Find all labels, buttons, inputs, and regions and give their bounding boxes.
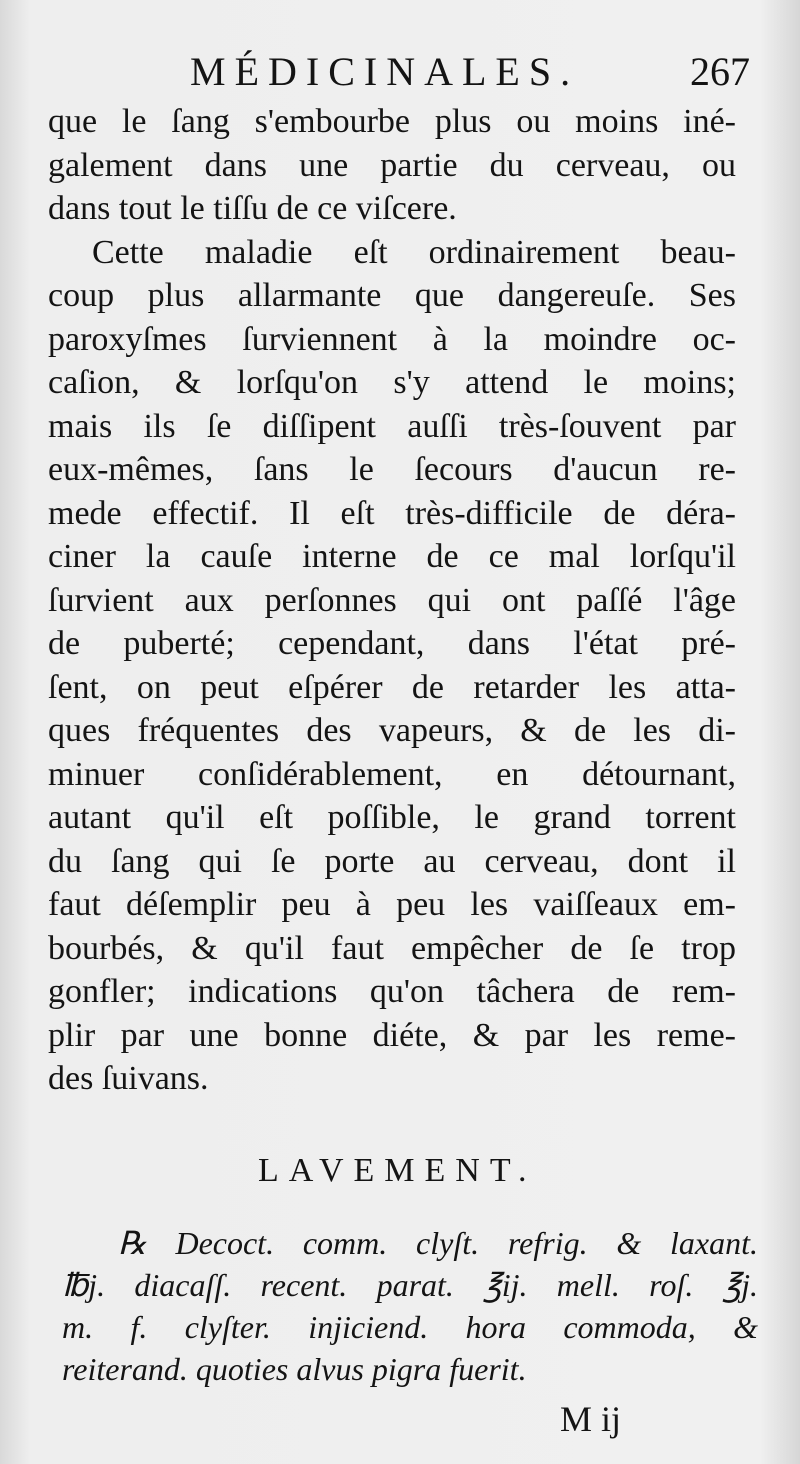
text-line: ſent, on peut eſpérer de retarder les atta- — [48, 668, 736, 706]
signature-mark: M ij — [560, 1399, 622, 1439]
recipe-line: reiterand. quoties alvus pigra fuerit. — [62, 1351, 527, 1387]
text-line: caſion, & lorſqu'on s'y attend le moins; — [48, 364, 736, 401]
text-line: des ſuivans. — [48, 1060, 209, 1097]
body-text — [48, 100, 736, 1101]
text-line: dans tout le tiſſu de ce viſcere. — [48, 190, 457, 227]
text-line: coup plus allarmante que dangereuſe. Ses — [48, 277, 736, 314]
recipe-block — [62, 1222, 758, 1390]
text-line: ſurvient aux perſonnes qui ont paſſé l'âge — [48, 581, 736, 619]
text-line: faut déſemplir peu à peu les vaiſſeaux em- — [48, 886, 736, 923]
text-line: eux-mêmes, ſans le ſecours d'aucun re- — [48, 451, 736, 488]
text-line: de puberté; cependant, dans l'état pré- — [48, 625, 736, 662]
running-head-title: MÉDICINALES. — [190, 49, 580, 94]
text-line: ciner la cauſe interne de ce mal lorſqu'il — [48, 538, 736, 575]
text-line: Cette maladie eſt ordinairement beau- — [92, 233, 736, 271]
text-line: du ſang qui ſe porte au cerveau, dont il — [48, 842, 736, 880]
text-line: gonfler; indications qu'on tâchera de rem- — [48, 973, 736, 1010]
text-line: plir par une bonne diéte, & par les reme- — [48, 1016, 736, 1054]
text-line: minuer conſidérablement, en détournant, — [48, 755, 736, 793]
text-line: paroxyſmes ſurviennent à la moindre oc- — [48, 320, 736, 358]
recipe-line: ℔j. diacaſſ. recent. parat. ℥ij. mell. roſ. ℥j. — [62, 1267, 758, 1303]
text-line: galement dans une partie du cerveau, ou — [48, 146, 736, 184]
page-number: 267 — [690, 49, 750, 94]
section-title: LAVEMENT. — [258, 1152, 537, 1189]
recipe-line: m. f. clyſter. injiciend. hora commoda, & — [62, 1309, 758, 1345]
text-line: que le ſang s'embourbe plus ou moins iné- — [48, 103, 736, 140]
text-line: ques fréquentes des vapeurs, & de les di- — [48, 712, 736, 749]
text-line: mede effectif. Il eſt très-difficile de déra- — [48, 494, 736, 532]
text-line: mais ils ſe diſſipent auſſi très-ſouvent par — [48, 407, 736, 445]
text-line: bourbés, & qu'il faut empêcher de ſe trop — [48, 929, 736, 967]
text-line: autant qu'il eſt poſſible, le grand torrent — [48, 799, 736, 836]
running-head — [190, 48, 750, 98]
recipe-line: ℞ Decoct. comm. clyſt. refrig. & laxant. — [118, 1225, 758, 1261]
